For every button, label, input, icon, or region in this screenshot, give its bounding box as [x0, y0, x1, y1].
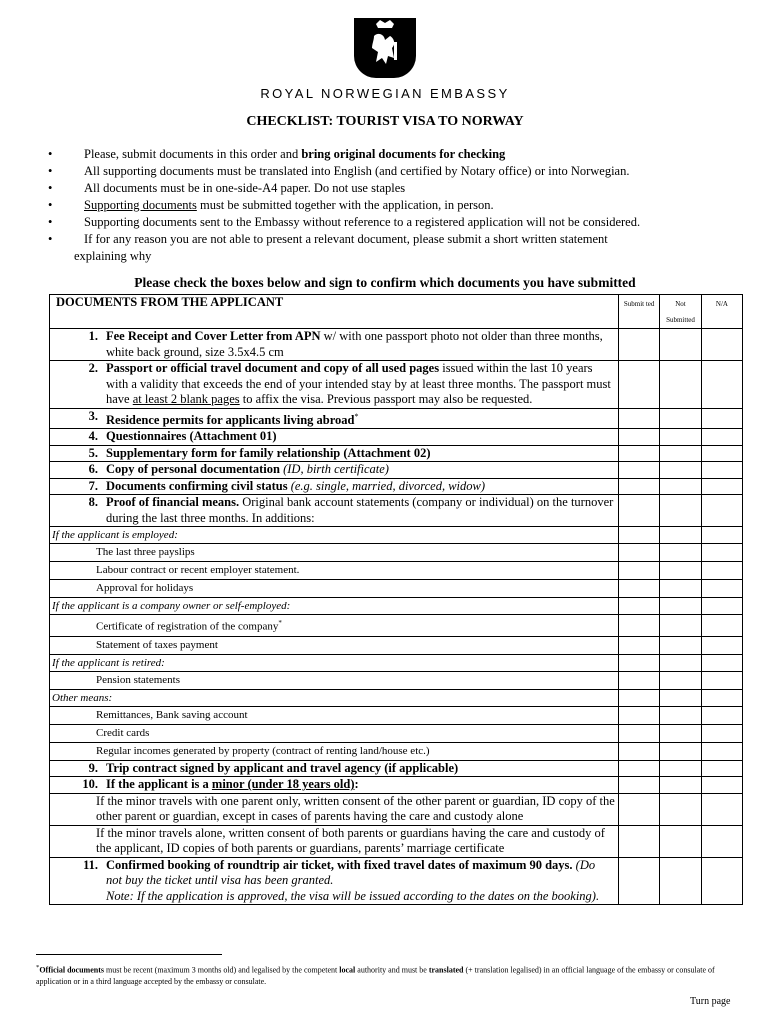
category-label: If the applicant is retired: — [50, 654, 619, 671]
checkbox-not-submitted[interactable] — [660, 361, 702, 409]
checkbox-na[interactable] — [701, 562, 742, 580]
checkbox-not-submitted[interactable] — [660, 329, 702, 361]
table-row: 10. If the applicant is a minor (under 18 years old): — [50, 777, 743, 794]
checkbox-submitted[interactable] — [619, 445, 660, 462]
checkbox-submitted[interactable] — [619, 329, 660, 361]
table-row: 1. Fee Receipt and Cover Letter from APN w/ with one passport photo not older than three months, white back ground, size 3.5x4.5 cm — [50, 329, 743, 361]
checkbox-submitted[interactable] — [619, 495, 660, 527]
checkbox-not-submitted[interactable] — [660, 706, 702, 724]
checkbox-not-submitted[interactable] — [660, 408, 702, 429]
table-row — [50, 689, 743, 706]
column-header-not-submitted: Not Submitted — [660, 295, 702, 329]
checkbox-submitted[interactable] — [619, 408, 660, 429]
list-item: • Please, submit documents in this order and bring original documents for checking — [48, 147, 506, 161]
checkbox-submitted[interactable] — [619, 462, 660, 479]
embassy-name: ROYAL NORWEGIAN EMBASSY — [260, 86, 510, 101]
table-row — [50, 598, 743, 615]
category-label: Other means: — [50, 689, 619, 706]
checkbox-na[interactable] — [701, 671, 742, 689]
category-label: If the applicant is employed: — [50, 527, 619, 544]
checkbox-na[interactable] — [701, 429, 742, 446]
checkbox-not-submitted[interactable] — [660, 562, 702, 580]
checkbox-not-submitted[interactable] — [660, 671, 702, 689]
checkbox-na[interactable] — [701, 825, 742, 857]
checkbox-submitted[interactable] — [619, 562, 660, 580]
checkbox-na[interactable] — [701, 544, 742, 562]
checkbox-submitted[interactable] — [619, 636, 660, 654]
checkbox-submitted[interactable] — [619, 825, 660, 857]
footnote-divider — [36, 954, 222, 955]
checkbox-submitted[interactable] — [619, 478, 660, 495]
table-row: 9. Trip contract signed by applicant and travel agency (if applicable) — [50, 760, 743, 777]
checkbox-na[interactable] — [701, 462, 742, 479]
checkbox-submitted[interactable] — [619, 742, 660, 760]
checkbox-na[interactable] — [701, 615, 742, 637]
checkbox-submitted[interactable] — [619, 706, 660, 724]
table-row: If the minor travels with one parent only, written consent of the other parent or guardian, ID copy of the other parent or guardian, except in cases of parents having the care and custody alone — [50, 793, 743, 825]
table-row: 4. Questionnaires (Attachment 01) — [50, 429, 743, 446]
checkbox-na[interactable] — [701, 742, 742, 760]
footnote: *Official documents must be recent (maximum 3 months old) and legalised by the competent local authority and must be translated (+ translation legalised) in an official language of the embassy or consulate of application or in a third language accepted by the embassy or consulate. — [36, 964, 715, 986]
table-row: The last three payslips — [50, 544, 743, 562]
list-item: • Supporting documents must be submitted together with the application, in person. — [48, 198, 494, 212]
checkbox-na[interactable] — [701, 329, 742, 361]
table-row: 5. Supplementary form for family relationship (Attachment 02) — [50, 445, 743, 462]
checkbox-na[interactable] — [701, 857, 742, 905]
checkbox-submitted[interactable] — [619, 857, 660, 905]
checkbox-not-submitted[interactable] — [660, 825, 702, 857]
checkbox-not-submitted[interactable] — [660, 478, 702, 495]
checkbox-not-submitted[interactable] — [660, 760, 702, 777]
checkbox-not-submitted[interactable] — [660, 857, 702, 905]
page-title: CHECKLIST: TOURIST VISA TO NORWAY — [246, 114, 524, 129]
column-header-na: N/A — [701, 295, 742, 329]
list-item: • Supporting documents sent to the Embassy without reference to a registered application will not be considered. — [48, 215, 641, 229]
table-row: 3. Residence permits for applicants living abroad* — [50, 408, 743, 429]
turn-page-label: Turn page — [690, 996, 731, 1007]
table-row: Pension statements — [50, 671, 743, 689]
checklist-table — [49, 294, 743, 905]
table-row: 11. Confirmed booking of roundtrip air ticket, with fixed travel dates of maximum 90 days. (Do not buy the ticket until visa has been granted. Note: If the application is approved, the visa will be issued according to the dates on the booking). — [50, 857, 743, 905]
table-row: If the minor travels alone, written consent of both parents or guardians having the care and custody of the applicant, ID copies of both parents or guardians, parents’ marriage certificate — [50, 825, 743, 857]
table-row: 6. Copy of personal documentation (ID, birth certificate) — [50, 462, 743, 479]
checkbox-submitted[interactable] — [619, 429, 660, 446]
checkbox-na[interactable] — [701, 478, 742, 495]
list-item: • All supporting documents must be translated into English (and certified by Notary office) or into Norwegian. — [48, 164, 630, 178]
checkbox-na[interactable] — [701, 445, 742, 462]
checkbox-submitted[interactable] — [619, 580, 660, 598]
confirmation-instruction: Please check the boxes below and sign to confirm which documents you have submitted — [134, 275, 636, 290]
category-label: If the applicant is a company owner or self-employed: — [50, 598, 619, 615]
checkbox-not-submitted[interactable] — [660, 544, 702, 562]
table-row: Statement of taxes payment — [50, 636, 743, 654]
table-row — [50, 527, 743, 544]
table-row: 2. Passport or official travel document and copy of all used pages issued within the last 10 years with a validity that exceeds the end of your intended stay by at least three months. The passport must have at least 2 blank pages to affix the visa. Previous passport may also be requested. — [50, 361, 743, 409]
table-row: Approval for holidays — [50, 580, 743, 598]
checkbox-not-submitted[interactable] — [660, 793, 702, 825]
checkbox-na[interactable] — [701, 724, 742, 742]
checkbox-na[interactable] — [701, 408, 742, 429]
checkbox-na[interactable] — [701, 793, 742, 825]
list-item: • If for any reason you are not able to present a relevant document, please submit a short written statement explaining why — [48, 232, 608, 263]
checkbox-submitted[interactable] — [619, 793, 660, 825]
table-row: Credit cards — [50, 724, 743, 742]
checkbox-not-submitted[interactable] — [660, 742, 702, 760]
checkbox-not-submitted[interactable] — [660, 615, 702, 637]
checkbox-na[interactable] — [701, 361, 742, 409]
checkbox-not-submitted[interactable] — [660, 580, 702, 598]
table-row: 8. Proof of financial means. Original bank account statements (company or individual) on the turnover during the last three months. In additions: — [50, 495, 743, 527]
checkbox-submitted[interactable] — [619, 671, 660, 689]
column-header-submitted: Submit ted — [619, 295, 660, 329]
checkbox-submitted[interactable] — [619, 361, 660, 409]
letterhead — [0, 18, 770, 101]
checkbox-not-submitted[interactable] — [660, 724, 702, 742]
table-row: Regular incomes generated by property (contract of renting land/house etc.) — [50, 742, 743, 760]
table-row — [50, 654, 743, 671]
checkbox-na[interactable] — [701, 580, 742, 598]
norwegian-coat-of-arms-icon — [354, 18, 416, 78]
checkbox-na[interactable] — [701, 706, 742, 724]
table-row: Remittances, Bank saving account — [50, 706, 743, 724]
instructions-list — [46, 146, 746, 265]
checkbox-na[interactable] — [701, 760, 742, 777]
checkbox-na[interactable] — [701, 495, 742, 527]
section-header: DOCUMENTS FROM THE APPLICANT — [50, 295, 619, 329]
checkbox-not-submitted[interactable] — [660, 462, 702, 479]
checkbox-not-submitted[interactable] — [660, 495, 702, 527]
table-row: Labour contract or recent employer statement. — [50, 562, 743, 580]
table-row: 7. Documents confirming civil status (e.g. single, married, divorced, widow) — [50, 478, 743, 495]
checkbox-not-submitted[interactable] — [660, 636, 702, 654]
table-row: Certificate of registration of the company* — [50, 615, 743, 637]
checkbox-not-submitted[interactable] — [660, 429, 702, 446]
checkbox-not-submitted[interactable] — [660, 445, 702, 462]
list-item: • All documents must be in one-side-A4 paper. Do not use staples — [48, 181, 406, 195]
checkbox-submitted[interactable] — [619, 760, 660, 777]
checkbox-submitted[interactable] — [619, 724, 660, 742]
checkbox-submitted[interactable] — [619, 544, 660, 562]
checkbox-na[interactable] — [701, 636, 742, 654]
checkbox-submitted[interactable] — [619, 615, 660, 637]
